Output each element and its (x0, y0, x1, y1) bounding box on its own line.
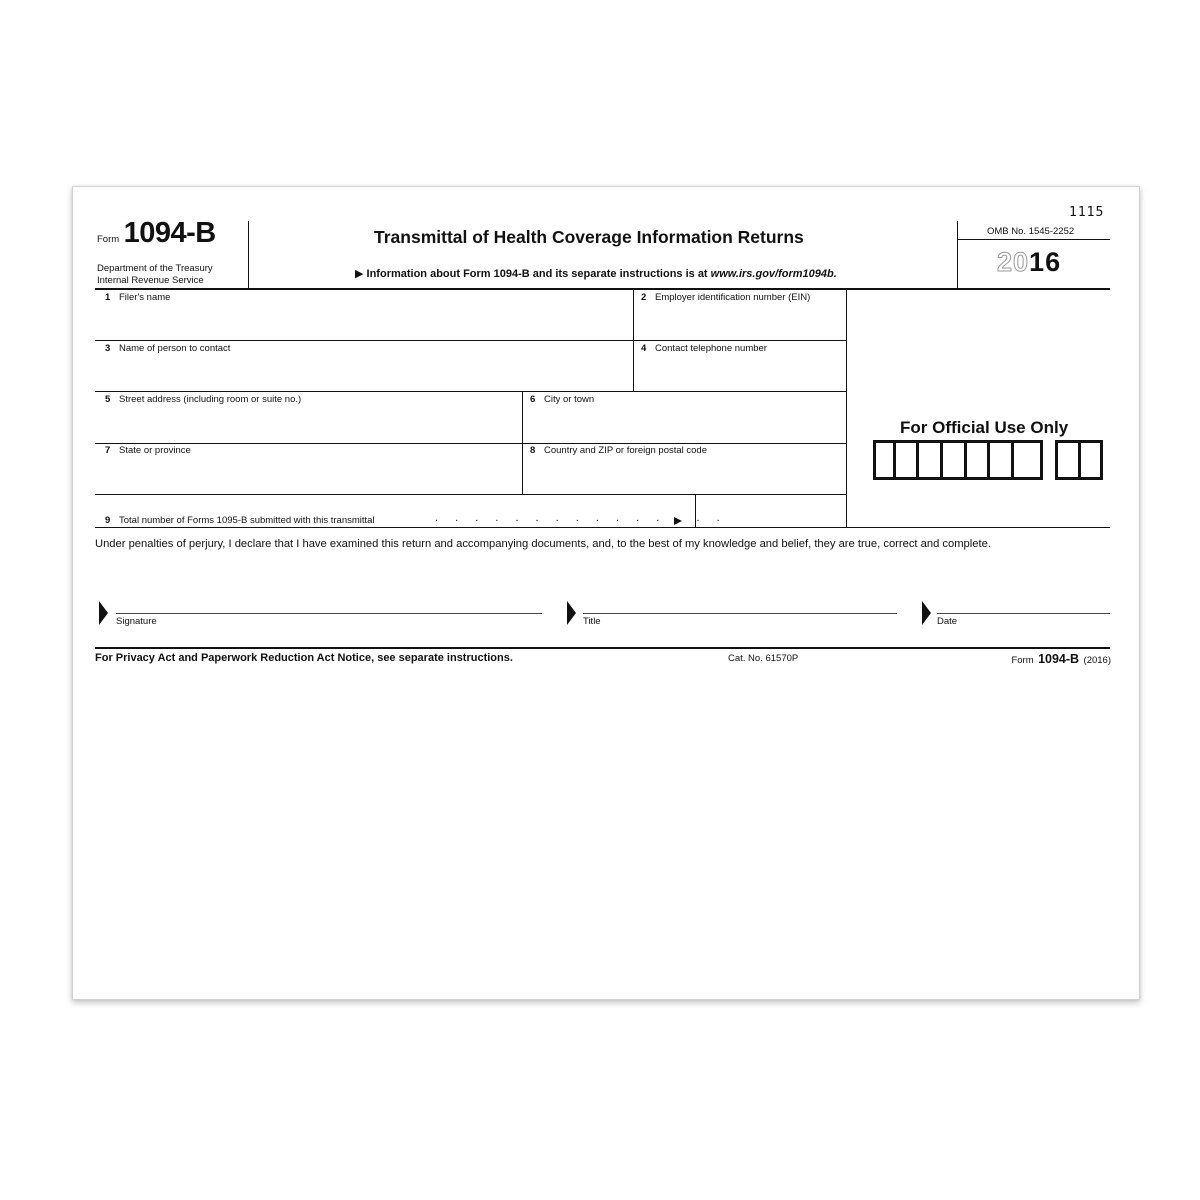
official-use-label: For Official Use Only (900, 418, 1069, 437)
form-sheet (72, 186, 1140, 1000)
official-use-box-large (873, 440, 1043, 480)
tax-year-prefix: 20 (997, 247, 1030, 277)
field-ein[interactable]: 2 Employer identification number (EIN) (641, 292, 811, 303)
form-id (97, 217, 216, 250)
field-street-address[interactable]: 5 Street address (including room or suite no.) (105, 394, 302, 405)
info-url[interactable]: www.irs.gov/form1094b. (710, 268, 837, 280)
header-bottom-rule (95, 288, 1110, 290)
field-contact-name[interactable]: 3 Name of person to contact (105, 343, 231, 354)
form-title: Transmittal of Health Coverage Information Returns (374, 227, 804, 247)
footer-year: (2016) (1083, 655, 1111, 666)
signature-arrow-icon (99, 601, 108, 625)
row-line-2 (95, 391, 847, 392)
header-divider-right (957, 221, 958, 289)
footer-form-word: Form (1011, 655, 1034, 666)
leader-dots: . . . . . . . . . . . . . . . (435, 512, 727, 524)
info-line (355, 267, 837, 280)
omb-number: OMB No. 1545-2252 (987, 226, 1075, 237)
department-line-1: Department of the Treasury (97, 263, 213, 274)
row-line-1 (95, 340, 847, 341)
form-word: Form (97, 234, 120, 245)
date-line[interactable] (937, 613, 1110, 614)
catalog-number: Cat. No. 61570P (728, 653, 799, 664)
field-state[interactable]: 7 State or province (105, 445, 191, 456)
field-total-forms-label: 9 Total number of Forms 1095-B submitted with this transmittal (105, 515, 375, 526)
tax-year-suffix: 16 (1029, 247, 1062, 277)
footer-form-number: 1094-B (1038, 652, 1080, 666)
field-city[interactable]: 6 City or town (530, 394, 595, 405)
info-arrow-icon: ▶ (355, 268, 364, 280)
field-country-zip[interactable]: 8 Country and ZIP or foreign postal code (530, 445, 708, 456)
title-label: Title (583, 616, 601, 627)
privacy-notice: For Privacy Act and Paperwork Reduction Act Notice, see separate instructions. (95, 652, 513, 664)
perjury-statement: Under penalties of perjury, I declare that I have examined this return and accompanying documents, and, to the best of my knowledge and belief, they are true, correct and complete. (95, 538, 991, 550)
header-divider-left (248, 221, 249, 289)
field-filers-name[interactable]: 1 Filer's name (105, 292, 171, 303)
footer-form-id (1011, 650, 1111, 668)
official-use-box-small (1055, 440, 1103, 480)
field-total-forms-input[interactable] (696, 496, 846, 527)
department-line-2: Internal Revenue Service (97, 275, 204, 286)
signature-label: Signature (116, 616, 157, 627)
row-line-4 (95, 494, 847, 495)
col-divider-rows-1-2 (633, 290, 634, 392)
info-text: Information about Form 1094-B and its separate instructions is at (366, 268, 711, 280)
form-number: 1094-B (123, 217, 216, 249)
row-line-3 (95, 443, 847, 444)
title-line[interactable] (583, 613, 897, 614)
document-number: 1115 (1069, 205, 1105, 220)
title-arrow-icon (567, 601, 576, 625)
col-divider-right-panel (846, 290, 847, 528)
signature-line[interactable] (116, 613, 542, 614)
footer-rule (95, 647, 1110, 649)
line9-arrow-icon (674, 517, 682, 525)
grid-bottom-rule (95, 527, 1110, 528)
omb-divider (957, 239, 1110, 240)
date-arrow-icon (922, 601, 931, 625)
date-label: Date (937, 616, 958, 627)
tax-year (997, 247, 1061, 278)
field-contact-telephone[interactable]: 4 Contact telephone number (641, 343, 767, 354)
